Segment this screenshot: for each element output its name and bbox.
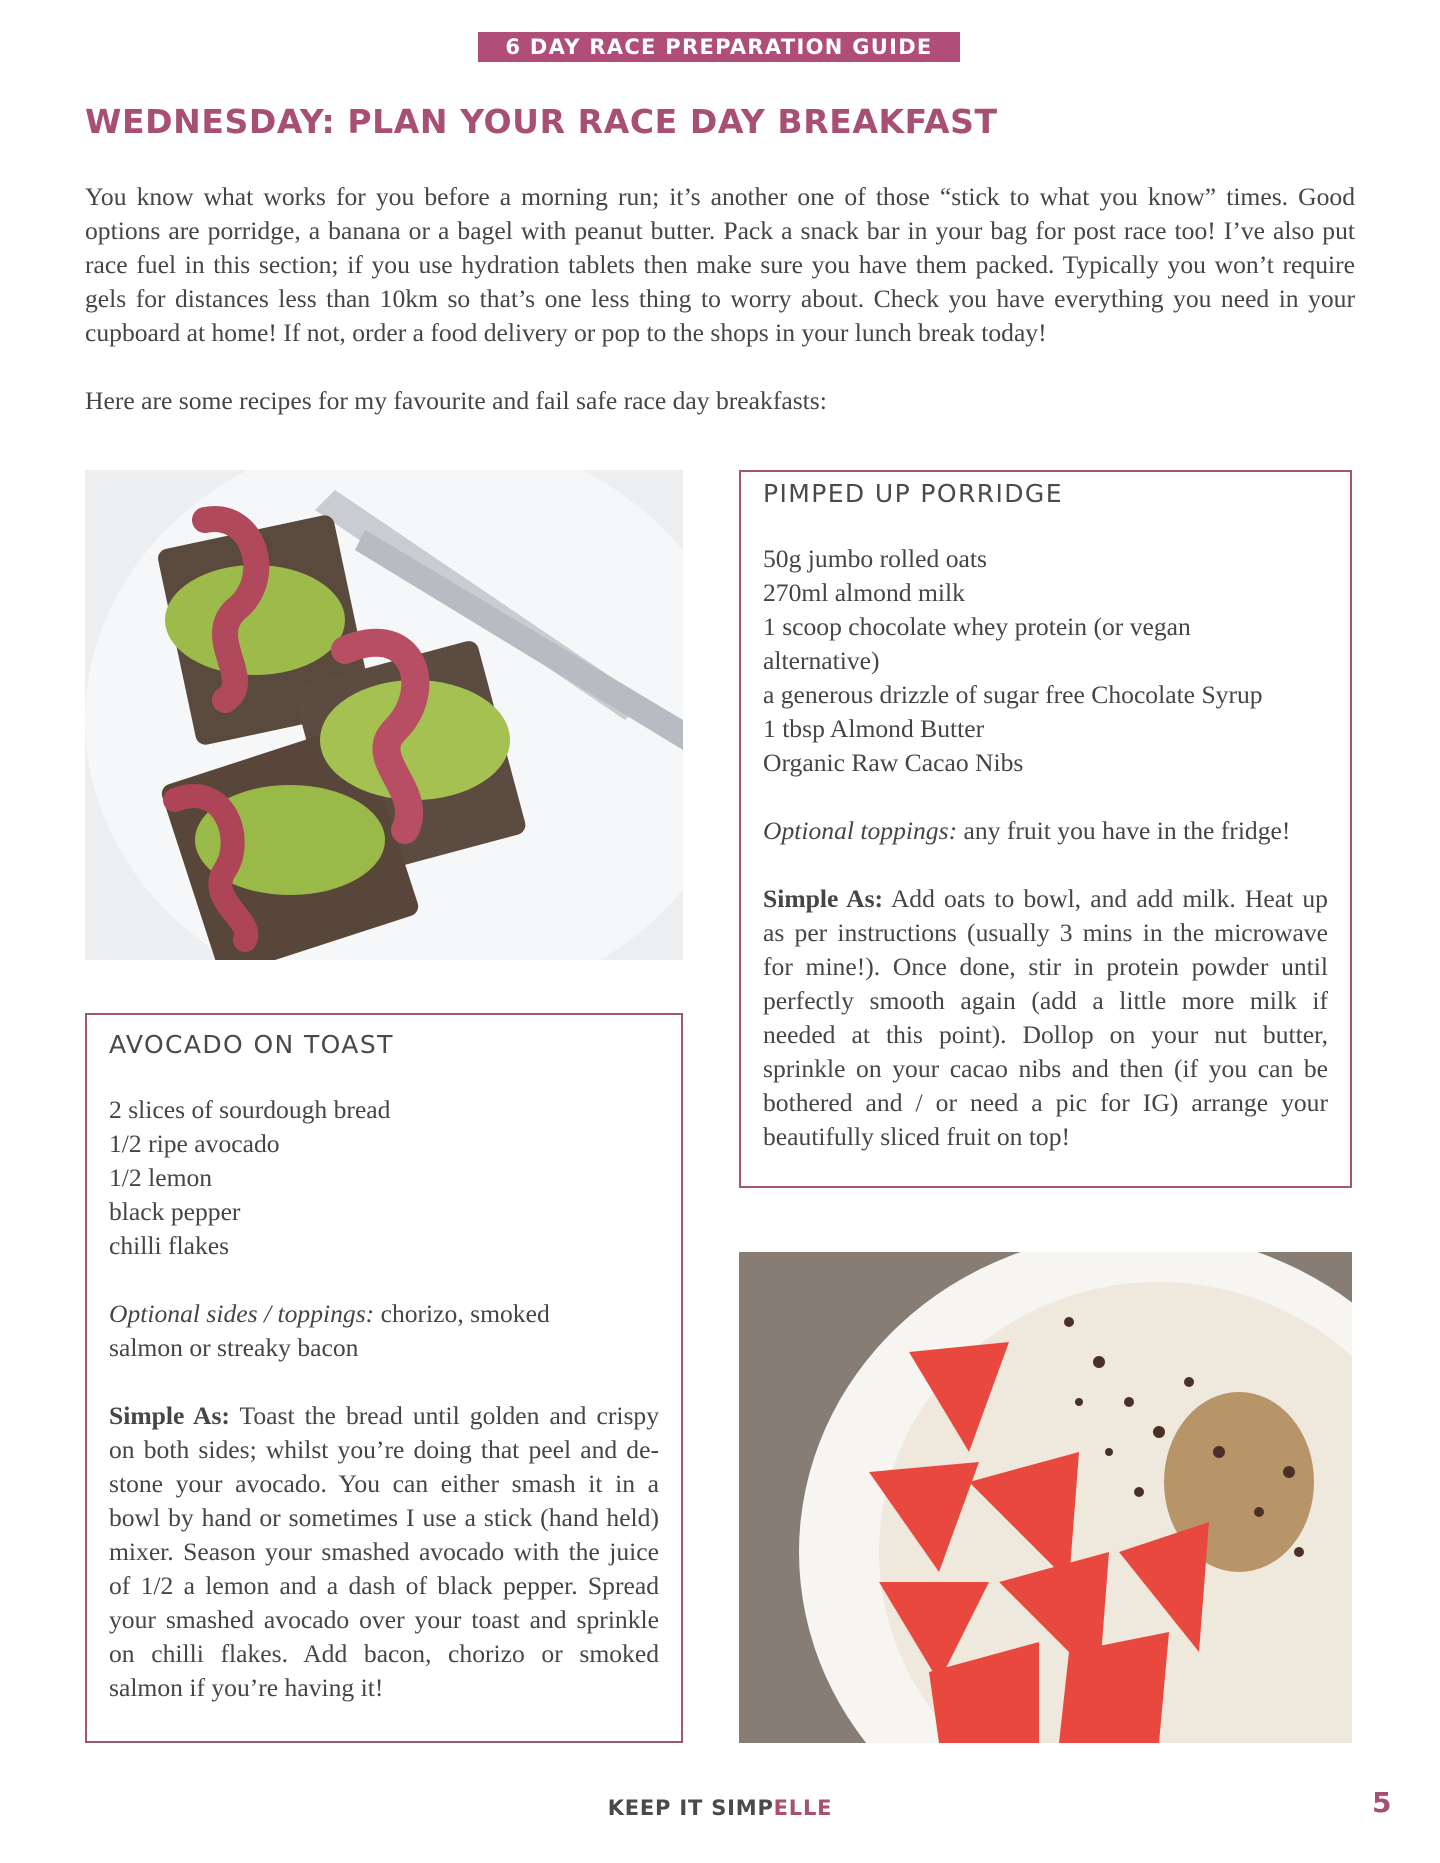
- optional-text: any fruit you have in the fridge!: [957, 816, 1291, 845]
- ingredient-item: a generous drizzle of sugar free Chocolate Syrup: [763, 680, 1263, 709]
- ingredient-item: Organic Raw Cacao Nibs: [763, 748, 1024, 777]
- optional-label: Optional sides / toppings:: [109, 1299, 375, 1328]
- brand-prefix: KEEP IT SIMP: [607, 1796, 774, 1820]
- optional-toppings-note: [763, 814, 1328, 848]
- ingredient-item: 1/2 ripe avocado: [109, 1129, 280, 1158]
- optional-text: chorizo, smoked salmon or streaky bacon: [109, 1299, 550, 1362]
- recipe-title: PIMPED UP PORRIDGE: [763, 479, 1063, 508]
- footer-brand: [0, 1796, 1440, 1820]
- method-text: [109, 1399, 659, 1705]
- method-label: Simple As:: [763, 884, 884, 913]
- recipe-card-avocado: [85, 1013, 683, 1743]
- ingredient-item: 270ml almond milk: [763, 578, 965, 607]
- optional-label: Optional toppings:: [763, 816, 958, 845]
- recipe-title: AVOCADO ON TOAST: [109, 1030, 394, 1059]
- recipes-lead: Here are some recipes for my favourite and fail safe race day breakfasts:: [85, 386, 827, 415]
- porridge-bowl-photo: [739, 1252, 1352, 1743]
- optional-sides-note: [109, 1297, 629, 1365]
- ingredient-item: chilli flakes: [109, 1231, 230, 1260]
- ingredient-item: 50g jumbo rolled oats: [763, 544, 987, 573]
- method-label: Simple As:: [109, 1401, 230, 1430]
- ingredient-item: 1/2 lemon: [109, 1163, 213, 1192]
- ingredient-item: 2 slices of sourdough bread: [109, 1095, 391, 1124]
- recipe-card-porridge: [739, 470, 1352, 1188]
- avocado-toast-photo: [85, 470, 683, 960]
- intro-paragraph: You know what works for you before a morning run; it’s another one of those “stick to what you know” times. Good options are porridge, a banana or a bagel with peanut butter. Pack a snack bar in your bag for post race too! I’ve also put race fuel in this section; if you use hydration tablets then make sure you have them packed. Typically you won’t require gels for distances less than 10km so that’s one less thing to worry about. Check you have everything you need in your cupboard at home! If not, order a food delivery or pop to the shops in your lunch break today!: [85, 182, 1355, 347]
- ingredient-item: black pepper: [109, 1197, 241, 1226]
- ingredient-list: [109, 1093, 659, 1263]
- ingredient-item: 1 scoop chocolate whey protein (or vegan alternative): [763, 612, 1191, 675]
- page-title: WEDNESDAY: PLAN YOUR RACE DAY BREAKFAST: [85, 102, 998, 141]
- method-body: Toast the bread until golden and crispy on both sides; whilst you’re doing that peel and de-stone your avocado. You can either smash it in a bowl by hand or sometimes I use a stick (hand held) mixer. Season your smashed avocado with the juice of 1/2 a lemon and a dash of black pepper. Spread your smashed avocado over your toast and sprinkle on chilli flakes. Add bacon, chorizo or smoked salmon if you’re having it!: [109, 1401, 660, 1702]
- ingredient-list: [763, 542, 1263, 780]
- page-number: 5: [1372, 1786, 1392, 1819]
- ingredient-item: 1 tbsp Almond Butter: [763, 714, 985, 743]
- method-body: Add oats to bowl, and add milk. Heat up as per instructions (usually 3 mins in the microwave for mine!). Once done, stir in protein powder until perfectly smooth again (add a little more milk if needed at this point). Dollop on your nut butter, sprinkle on your cacao nibs and then (if you can be bothered and / or need a pic for IG) arrange your beautifully sliced fruit on top!: [763, 884, 1328, 1151]
- brand-accent: ELLE: [773, 1796, 833, 1820]
- guide-banner: 6 DAY RACE PREPARATION GUIDE: [478, 32, 960, 62]
- method-text: [763, 882, 1328, 1154]
